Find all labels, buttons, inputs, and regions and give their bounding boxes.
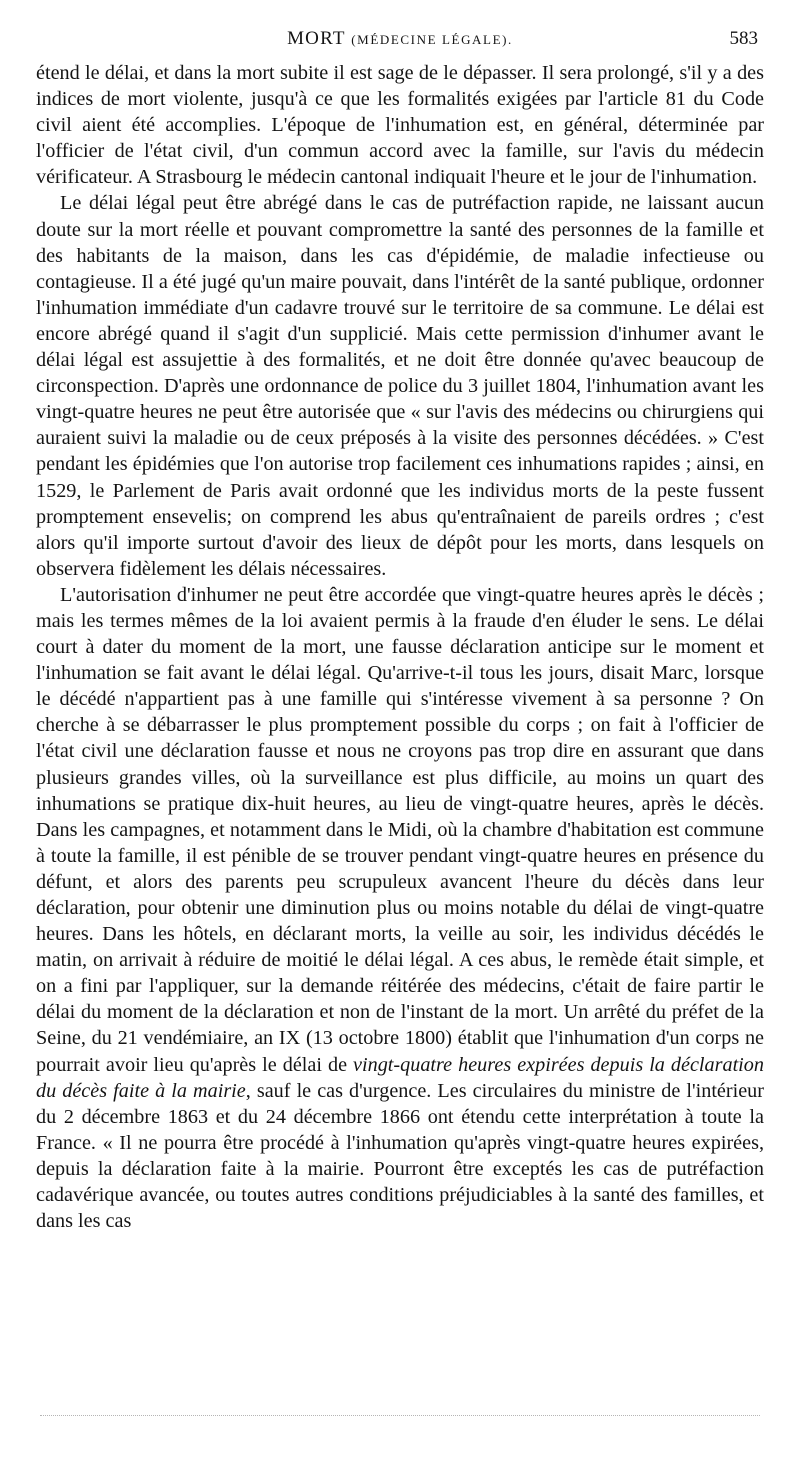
running-header xyxy=(36,28,764,58)
paragraph-3-text-after: , sauf le cas d'urgence. Les circulaires du ministre de l'intérieur du 2 décembre 1863 et du 24 décembre 1866 ont étendu cette interprétation à toute la France. « Il ne pourra être procédé à l'inhumation qu'après vingt-quatre heures expirées, depuis la déclaration faite à la mairie. Pourront être exceptés les cas de putréfaction cadavérique avancée, ou toutes autres conditions préjudiciables à la santé des familles, et dans les cas xyxy=(36,1079,764,1233)
running-title-sub: (MÉDECINE LÉGALE). xyxy=(351,32,513,47)
paragraph-3 xyxy=(36,582,764,1234)
body-text xyxy=(36,60,764,1234)
running-title-main: MORT xyxy=(287,28,346,49)
bottom-dotted-rule xyxy=(40,1415,760,1416)
paragraph-2: Le délai légal peut être abrégé dans le cas de putréfaction rapide, ne laissant aucun doute sur la mort réelle et pouvant compromettre la santé des personnes de la famille et des habitants de la maison, dans les cas d'épidémie, de maladie infectieuse ou contagieuse. Il a été jugé qu'un maire pouvait, dans l'intérêt de la santé publique, ordonner l'inhumation immédiate d'un cadavre trouvé sur le territoire de sa commune. Le délai est encore abrégé quand il s'agit d'un supplicié. Mais cette permission d'inhumer avant le délai légal est assujettie à des formalités, et ne doit être donnée qu'avec beaucoup de circonspection. D'après une ordonnance de police du 3 juillet 1804, l'inhumation avant les vingt-quatre heures ne peut être autorisée que « sur l'avis des médecins ou chirurgiens qui auraient suivi la maladie ou de ceux préposés à la visite des personnes décédées. » C'est pendant les épidémies que l'on autorise trop facilement ces inhumations rapides ; ainsi, en 1529, le Parlement de Paris avait ordonné que les individus morts de la peste fussent promptement ensevelis; on comprend les abus qu'entraînaient de pareils ordres ; c'est alors qu'il importe surtout d'avoir des lieux de dépôt pour les morts, dans lesquels on observera fidèlement les délais nécessaires. xyxy=(36,192,764,580)
running-title xyxy=(36,28,764,50)
paragraph-3-text-before: L'autorisation d'inhumer ne peut être accordée que vingt-quatre heures après le décès ; mais les termes mêmes de la loi avaient permis à la fraude d'en éluder le sens. Le délai court à dater du moment de la mort, une fausse déclaration anticipe sur le moment et l'inhumation se fait avant le délai légal. Qu'arrive-t-il tous les jours, disait Marc, lorsque le décédé n'appartient pas à une famille qui s'intéresse vivement à sa personne ? On cherche à se débarrasser le plus promptement possible du corps ; on fait à l'officier de l'état civil une déclaration fausse et nous ne croyons pas trop dire en assurant que dans plusieurs grandes villes, où la surveillance est plus difficile, au moins un quart des inhumations se pratique dix-huit heures, au lieu de vingt-quatre heures, après le décès. Dans les campagnes, et notamment dans le Midi, où la chambre d'habitation est commune à toute la famille, il est pénible de se trouver pendant vingt-quatre heures en présence du défunt, et alors des parents peu scrupuleux avancent l'heure du décès dans leur déclaration, pour obtenir une diminution plus ou moins notable du délai de vingt-quatre heures. Dans les hôtels, en déclarant morts, la veille au soir, les individus décédés le matin, on arrivait à réduire de moitié le délai légal. A ces abus, le remède était simple, et on a fini par l'appliquer, sur la demande réitérée des médecins, c'était de faire partir le délai du moment de la déclaration et non de l'instant de la mort. Un arrêté du préfet de la Seine, du 21 vendémiaire, an IX (13 octobre 1800) établit que l'inhumation d'un corps ne pourrait avoir lieu qu'après le délai de xyxy=(36,583,764,1076)
page-number: 583 xyxy=(729,28,758,49)
paragraph-3-italic-quote: vingt-quatre heures expirées depuis la déclaration du décès faite à la mairie xyxy=(36,1053,764,1102)
paragraph-1: étend le délai, et dans la mort subite il est sage de le dépasser. Il sera prolongé, s'il y a des indices de mort violente, jusqu'à ce que les formalités exigées par l'article 81 du Code civil aient été accomplies. L'époque de l'inhumation est, en général, déterminée par l'officier de l'état civil, d'un commun accord avec la famille, sur l'avis du médecin vérificateur. A Strasbourg le médecin cantonal indiquait l'heure et le jour de l'inhumation. xyxy=(36,62,764,189)
